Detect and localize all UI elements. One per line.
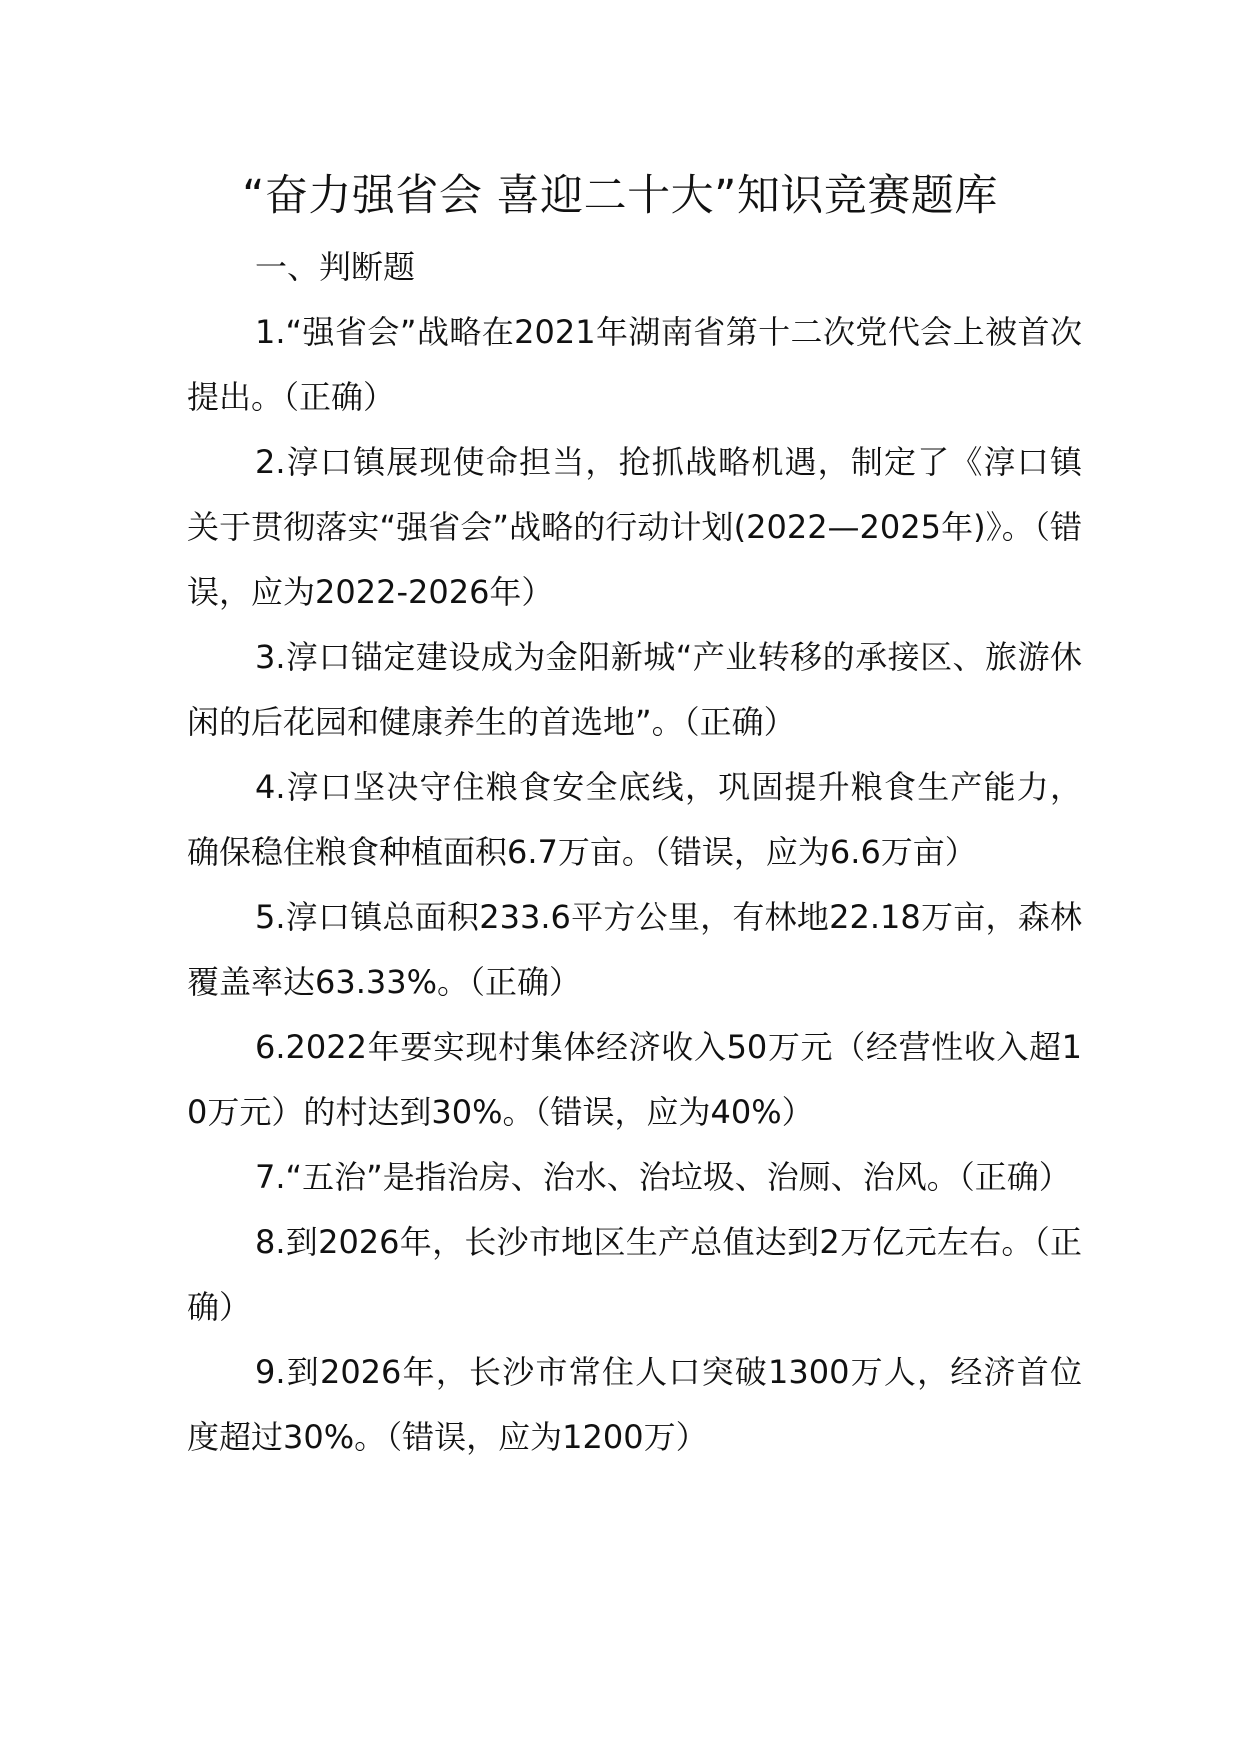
question-number: 7. — [255, 1158, 286, 1196]
question-statement: 到2026年，长沙市常住人口突破1300万人，经济首位度超过30%。 — [187, 1353, 1082, 1456]
question-statement: 淳口镇展现使命担当，抢抓战略机遇，制定了《淳口镇关于贯彻落实“强省会”战略的行动计划(2022—2025年)》。 — [187, 443, 1082, 546]
question-number: 2. — [255, 443, 286, 481]
question-number: 8. — [255, 1223, 286, 1261]
question-answer: （错误，应为6.6万亩） — [653, 833, 977, 871]
question-number: 4. — [255, 768, 286, 806]
question-statement: “五治”是指治房、治水、治垃圾、治厕、治风。 — [285, 1158, 959, 1196]
question-item-4 — [187, 755, 1082, 885]
question-number: 1. — [255, 313, 286, 351]
question-answer: （错误，应为1200万） — [386, 1418, 708, 1456]
question-number: 5. — [255, 898, 286, 936]
question-number: 6. — [255, 1028, 286, 1066]
question-answer: （正确） — [469, 963, 582, 1001]
question-item-8 — [187, 1210, 1082, 1340]
question-statement: 淳口锚定建设成为金阳新城“产业转移的承接区、旅游休闲的后花园和健康养生的首选地”。 — [187, 638, 1082, 741]
question-item-6 — [187, 1015, 1082, 1145]
question-answer: （错误，应为2022-2026年） — [187, 508, 1082, 611]
question-answer: （正确） — [187, 1223, 1082, 1326]
question-item-3 — [187, 625, 1082, 755]
question-statement: 到2026年，长沙市地区生产总值达到2万亿元左右。 — [285, 1223, 1034, 1261]
question-statement: 淳口镇总面积233.6平方公里，有林地22.18万亩，森林覆盖率达63.33%。 — [187, 898, 1082, 1001]
document-body — [187, 235, 1082, 1470]
question-item-2 — [187, 430, 1082, 625]
question-answer: （正确） — [683, 703, 796, 741]
question-statement: 淳口坚决守住粮食安全底线，巩固提升粮食生产能力，确保稳住粮食种植面积6.7万亩。 — [187, 768, 1082, 871]
question-item-5 — [187, 885, 1082, 1015]
question-answer: （正确） — [283, 378, 396, 416]
question-item-7 — [187, 1145, 1082, 1210]
question-number: 3. — [255, 638, 286, 676]
question-answer: （正确） — [958, 1158, 1071, 1196]
question-statement: 2022年要实现村集体经济收入50万元（经营性收入超10万元）的村达到30%。 — [187, 1028, 1082, 1131]
question-answer: （错误，应为40%） — [534, 1093, 814, 1131]
question-number: 9. — [255, 1353, 286, 1391]
section-heading: 一、判断题 — [255, 248, 416, 286]
question-item-9 — [187, 1340, 1082, 1470]
document-title: “奋力强省会 喜迎二十大”知识竞赛题库 — [242, 171, 998, 221]
question-statement: “强省会”战略在2021年湖南省第十二次党代会上被首次提出。 — [187, 313, 1082, 416]
question-item-1 — [187, 300, 1082, 430]
